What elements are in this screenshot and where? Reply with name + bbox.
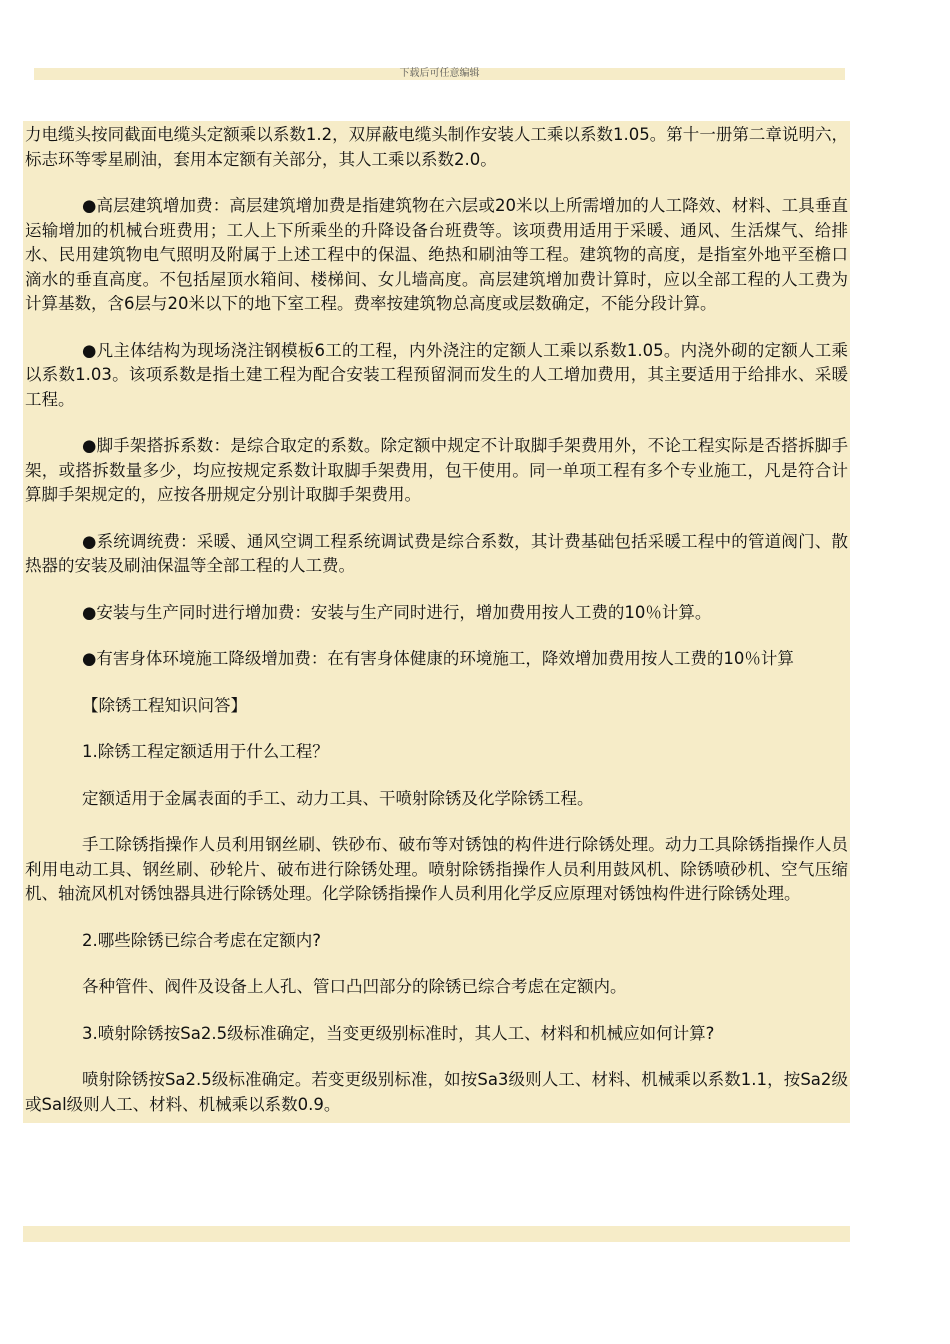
page-footer-bar <box>23 1226 850 1242</box>
answer-1: 定额适用于金属表面的手工、动力工具、干喷射除锈及化学除锈工程。 <box>82 788 594 808</box>
paragraph-hazardous-environment-fee: ●有害身体环境施工降级增加费：在有害身体健康的环境施工，降效增加费用按人工费的10％计算 <box>82 649 794 668</box>
answer-2: 各种管件、阀件及设备上人孔、管口凸凹部分的除锈已综合考虑在定额内。 <box>82 977 627 996</box>
paragraph-concurrent-production-fee: ●安装与生产同时进行增加费：安装与生产同时进行，增加费用按人工费的10％计算。 <box>82 602 712 622</box>
question-3: 3.喷射除锈按Sa2.5级标准确定，当变更级别标准时，其人工、材料和机械应如何计算? <box>82 1023 715 1043</box>
answer-3: 喷射除锈按Sa2.5级标准确定。若变更级别标准，如按Sa3级则人工、材料、机械乘以系数1.1，按Sa2级或Sal级则人工、材料、机械乘以系数0.9。 <box>25 1070 848 1114</box>
section-heading-rust-removal: 【除锈工程知识问答】 <box>82 695 247 715</box>
question-2: 2.哪些除锈已综合考虑在定额内? <box>82 930 322 950</box>
paragraph-cable-head: 力电缆头按同截面电缆头定额乘以系数1.2，双屏蔽电缆头制作安装人工乘以系数1.05。第十一册第二章说明六，标志环等零星刷油，套用本定额有关部分，其人工乘以系数2.0。 <box>25 125 848 169</box>
document-body <box>23 121 850 1123</box>
answer-1-detail: 手工除锈指操作人员利用钢丝刷、铁砂布、破布等对锈蚀的构件进行除锈处理。动力工具除锈指操作人员利用电动工具、钢丝刷、砂轮片、破布进行除锈处理。喷射除锈指操作人员利用鼓风机、除锈喷砂机、空气压缩机、轴流风机对锈蚀器具进行除锈处理。化学除锈指操作人员利用化学反应原理对锈蚀构件进行除锈处理。 <box>25 835 848 903</box>
page-header: 下载后可任意编辑 <box>34 68 845 80</box>
paragraph-high-rise-fee: ●高层建筑增加费：高层建筑增加费是指建筑物在六层或20米以上所需增加的人工降效、材料、工具垂直运输增加的机械台班费用；工人上下所乘坐的升降设备台班费等。该项费用适用于采暖、通风、生活煤气、给排水、民用建筑物电气照明及附属于上述工程中的保温、绝热和刷油等工程。建筑物的高度，是指室外地平至檐口滴水的垂直高度。不包括屋顶水箱间、楼梯间、女儿墙高度。高层建筑增加费计算时，应以全部工程的人工费为计算基数，含6层与20米以下的地下室工程。费率按建筑物总高度或层数确定，不能分段计算。 <box>25 196 848 313</box>
question-1: 1.除锈工程定额适用于什么工程？ <box>82 742 329 761</box>
paragraph-steel-formwork: ●凡主体结构为现场浇注钢模板6工的工程，内外浇注的定额人工乘以系数1.05。内浇外砌的定额人工乘以系数1.03。该项系数是指土建工程为配合安装工程预留洞而发生的人工增加费用，其主要适用于给排水、采暖工程。 <box>25 340 848 409</box>
paragraph-system-debug-fee: ●系统调统费：采暖、通风空调工程系统调试费是综合系数，其计费基础包括采暖工程中的管道阀门、散热器的安装及刷油保温等全部工程的人工费。 <box>25 531 848 575</box>
paragraph-scaffold-coefficient: ●脚手架搭拆系数：是综合取定的系数。除定额中规定不计取脚手架费用外，不论工程实际是否搭拆脚手架，或搭拆数量多少，均应按规定系数计取脚手架费用，包干使用。同一单项工程有多个专业施工，凡是符合计算脚手架规定的，应按各册规定分别计取脚手架费用。 <box>25 436 848 504</box>
